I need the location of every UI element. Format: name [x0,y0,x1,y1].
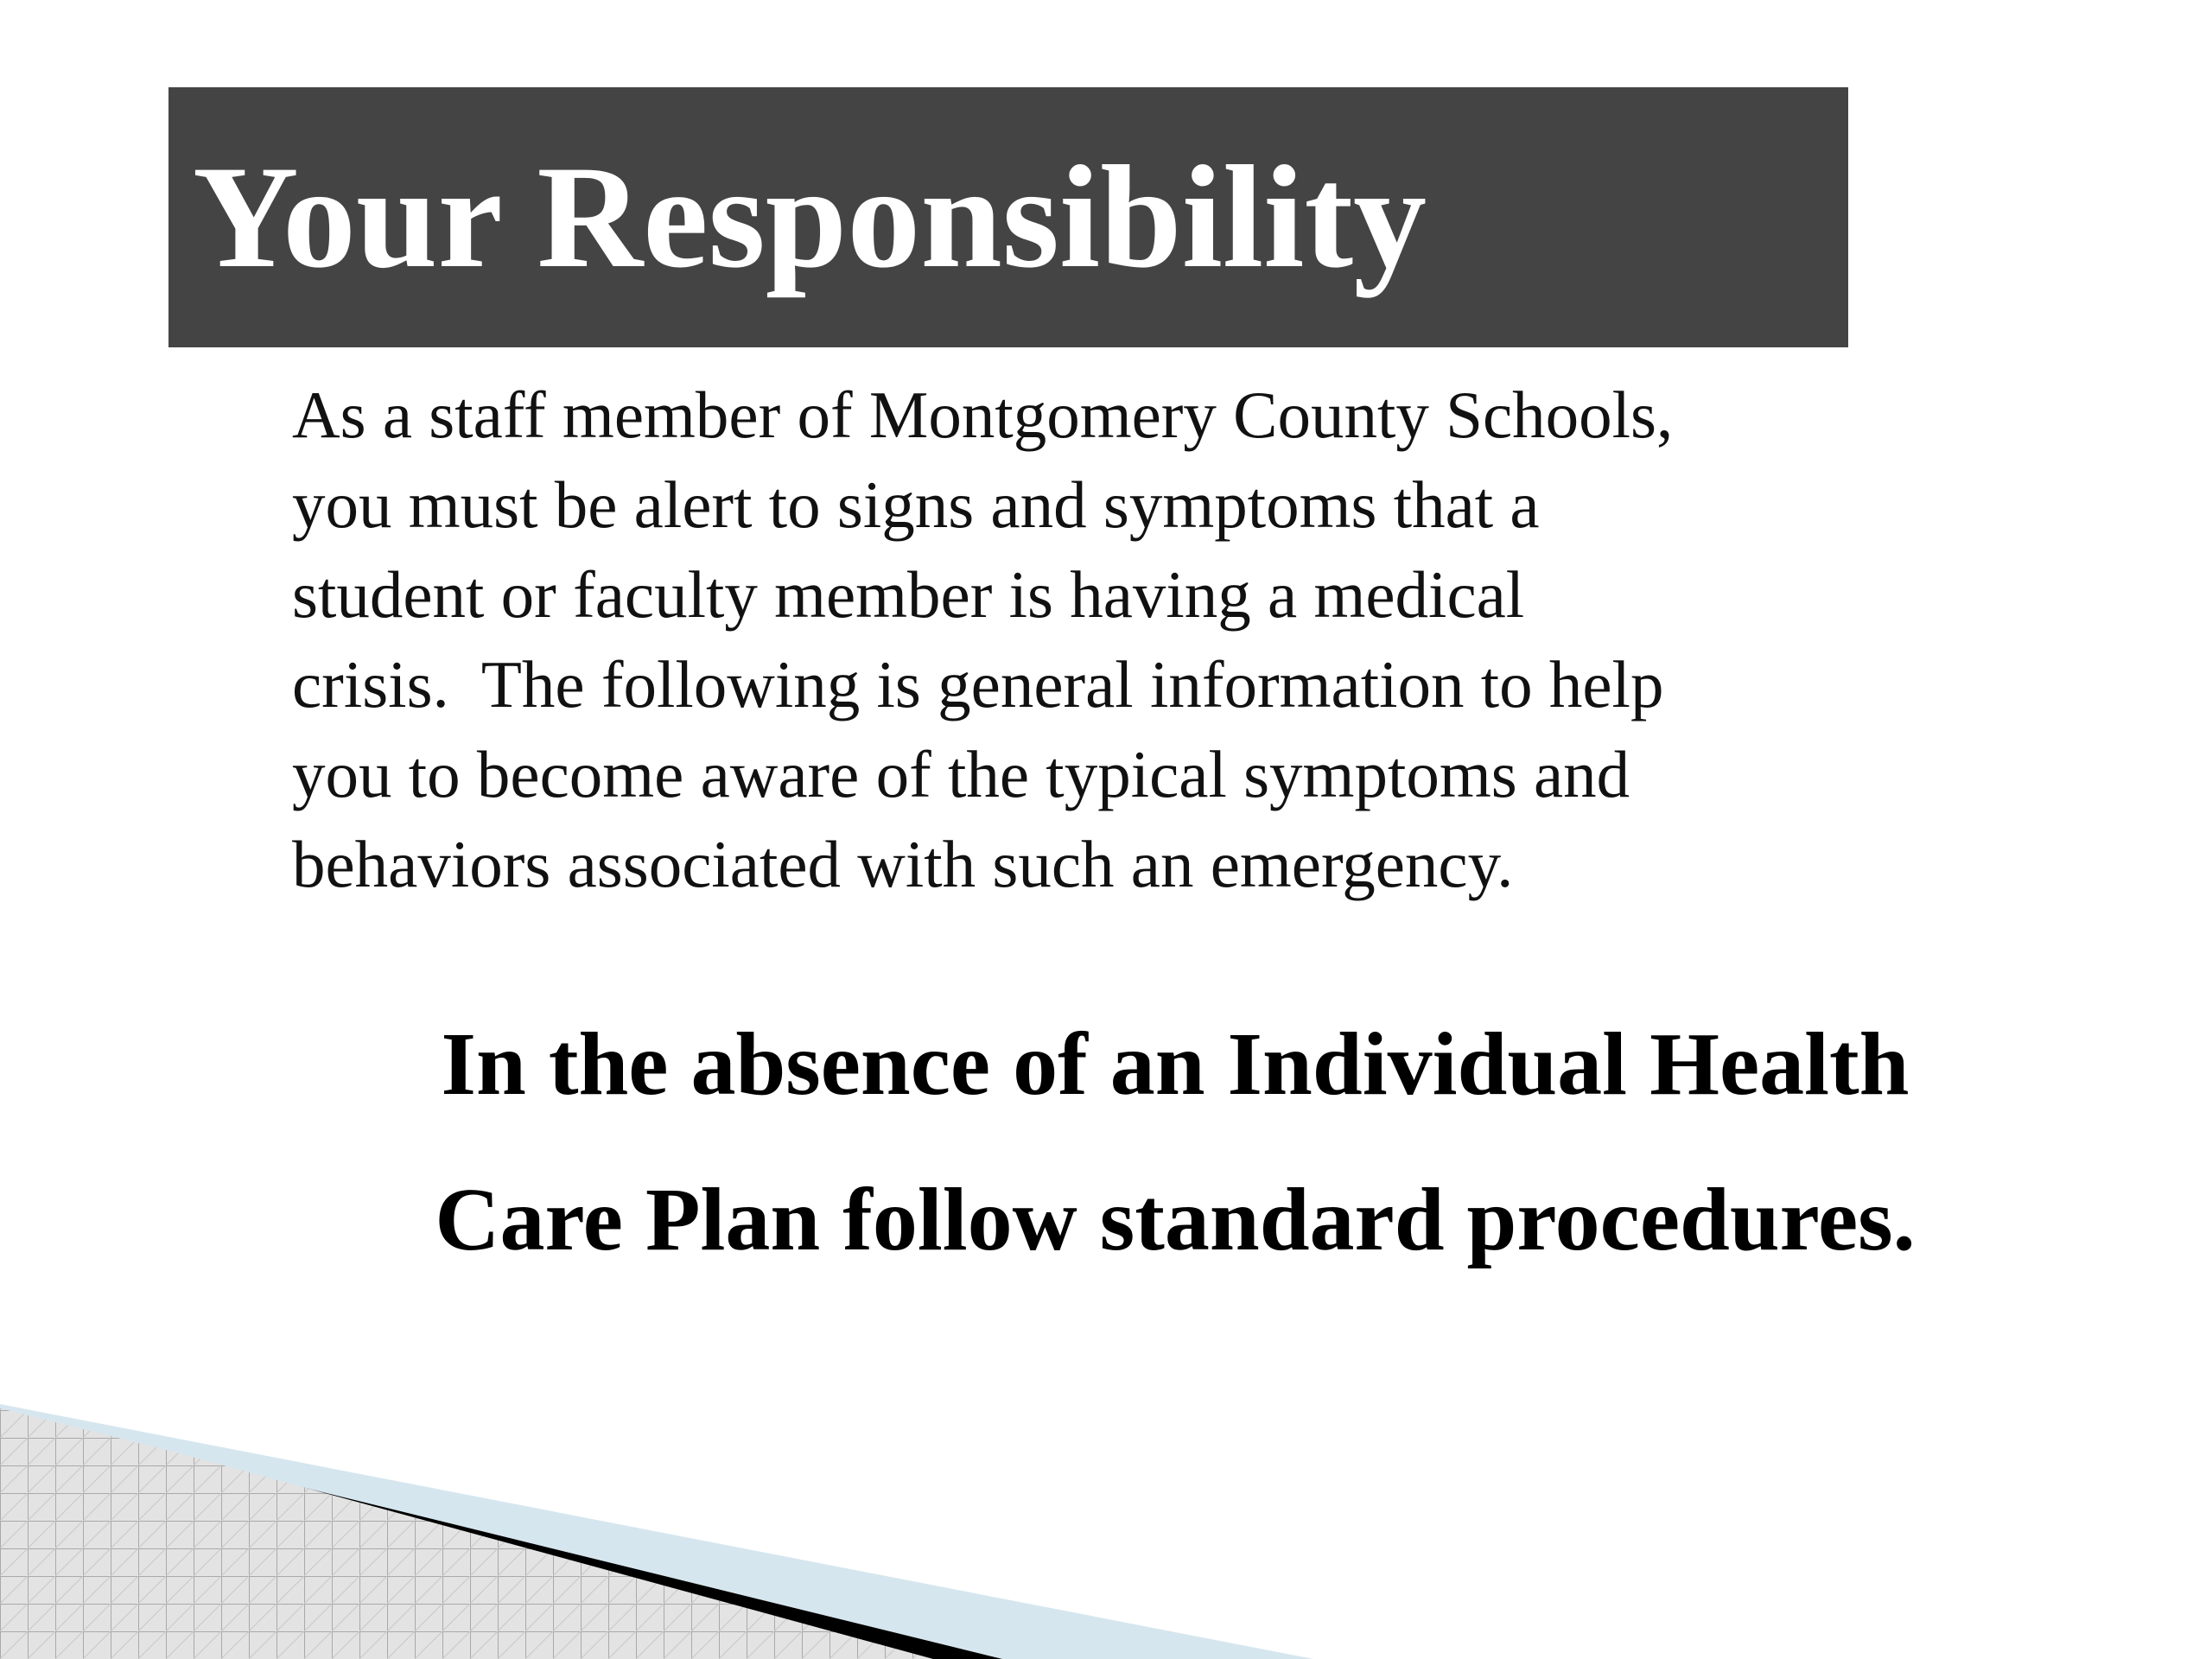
body-line: student or faculty member is having a medical [292,557,1525,632]
corner-decoration [0,1382,2212,1659]
body-paragraph [292,370,1873,909]
emphasis-line: In the absence of an Individual Health [441,1014,1910,1114]
slide-title: Your Responsibility [193,136,1427,298]
emphasis-statement [225,987,2126,1298]
body-line: you to become aware of the typical symptoms and [292,737,1630,811]
grid-pattern [0,1408,933,1659]
title-bar [168,87,1848,347]
body-line: crisis. The following is general information to help [292,647,1664,721]
emphasis-line: Care Plan follow standard procedures. [435,1170,1916,1269]
body-line: you must be alert to signs and symptoms that a [292,467,1540,542]
body-line: As a staff member of Montgomery County Schools, [292,378,1674,452]
body-line: behaviors associated with such an emergency. [292,827,1514,901]
